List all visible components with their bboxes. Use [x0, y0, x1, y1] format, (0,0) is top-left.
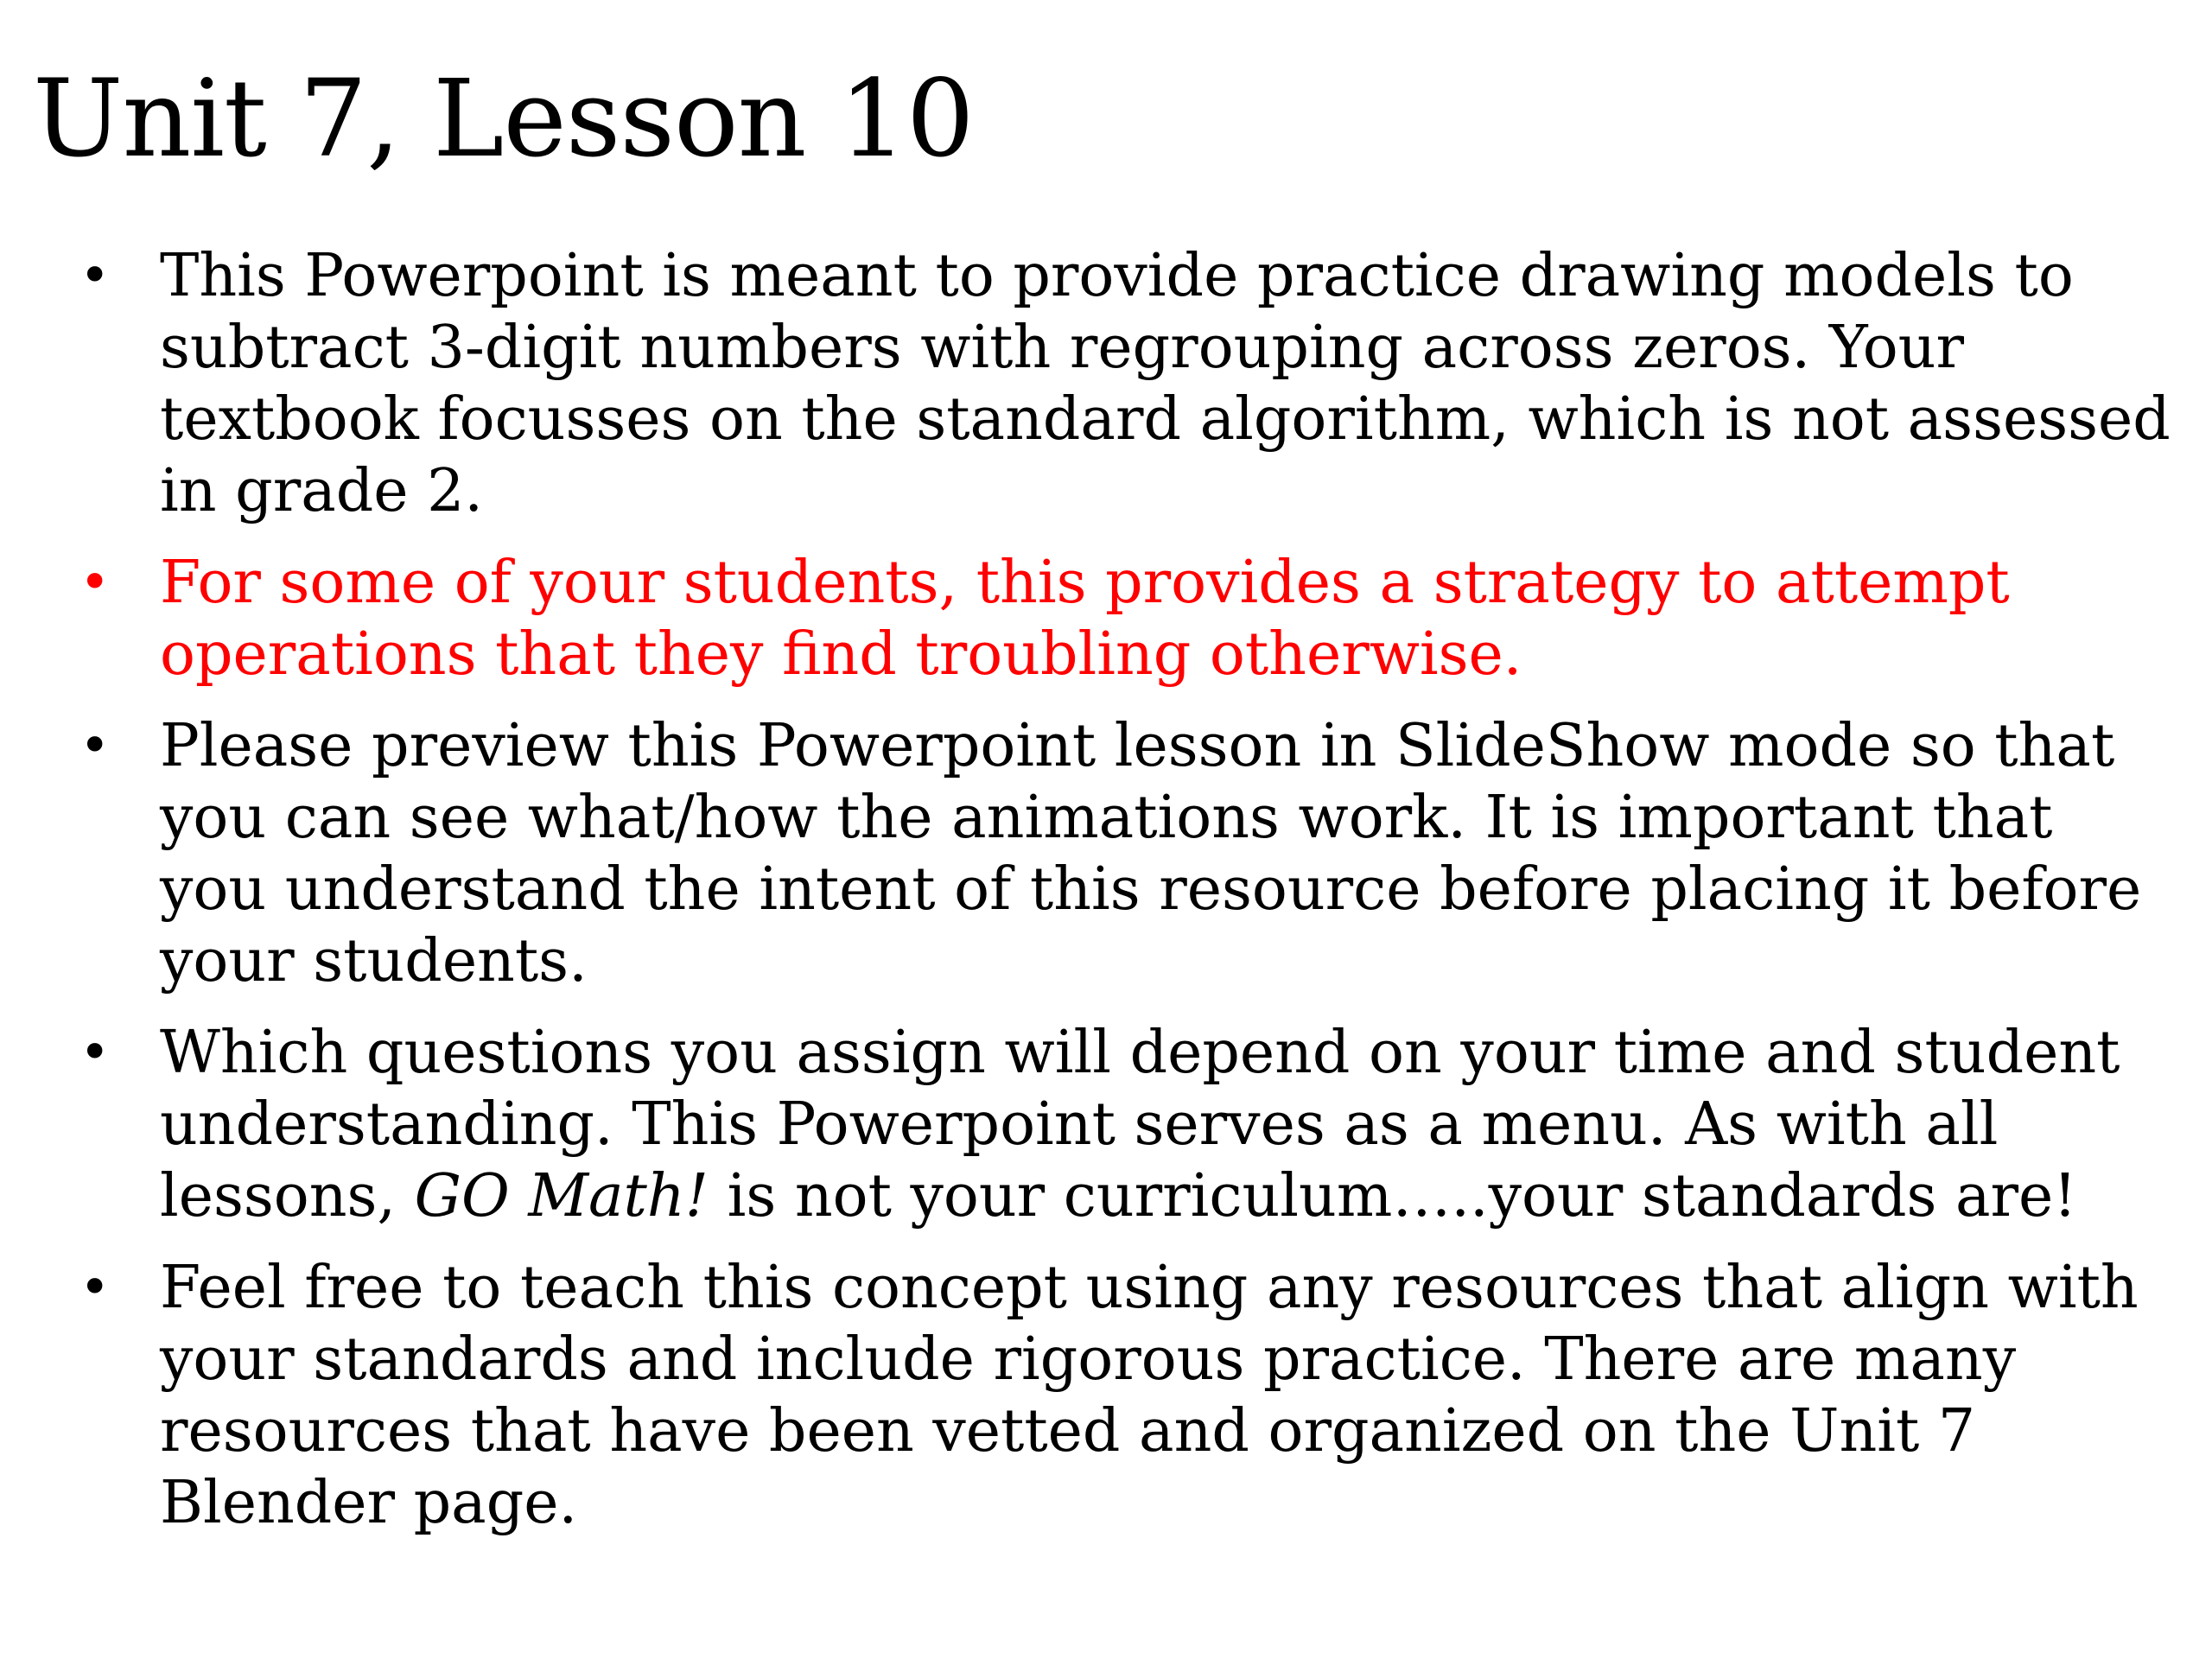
bullet-item-1: [79, 240, 2173, 527]
bullet-item-4: [79, 1017, 2173, 1232]
bullet-list: [79, 240, 2173, 1559]
bullet-text: This Powerpoint is meant to provide practice drawing models to subtract 3-digit numbers with regrouping across zeros. Your textbook focusses on the standard algorithm, which is not assessed in grade 2.: [160, 242, 2171, 525]
bullet-item-3: [79, 710, 2173, 997]
bullet-text: Feel free to teach this concept using any resources that align with your standards and include rigorous practice. There are many resources that have been vetted and organized on the Unit 7 Blender page.: [160, 1254, 2139, 1537]
bullet-item-5: [79, 1252, 2173, 1539]
slide-title: Unit 7, Lesson 10: [33, 57, 974, 181]
bullet-glyph: •: [79, 1022, 111, 1083]
bullet-glyph: •: [79, 552, 111, 613]
bullet-item-2: [79, 547, 2173, 690]
bullet-text-before: Which questions you assign will depend on your time and student understanding. This Powerpoint serves as a menu. As with all lessons,: [160, 1019, 2120, 1230]
bullet-text-italic: GO Math!: [414, 1162, 709, 1230]
bullet-glyph: •: [79, 245, 111, 306]
bullet-text-after: is not your curriculum…..your standards are!: [708, 1162, 2077, 1230]
bullet-glyph: •: [79, 715, 111, 776]
bullet-glyph: •: [79, 1257, 111, 1318]
bullet-text: Please preview this Powerpoint lesson in SlideShow mode so that you can see what/how the animations work. It is important that you understand the intent of this resource before placing it before your students.: [160, 712, 2142, 995]
bullet-text: For some of your students, this provides a strategy to attempt operations that they find troubling otherwise.: [160, 549, 2010, 689]
